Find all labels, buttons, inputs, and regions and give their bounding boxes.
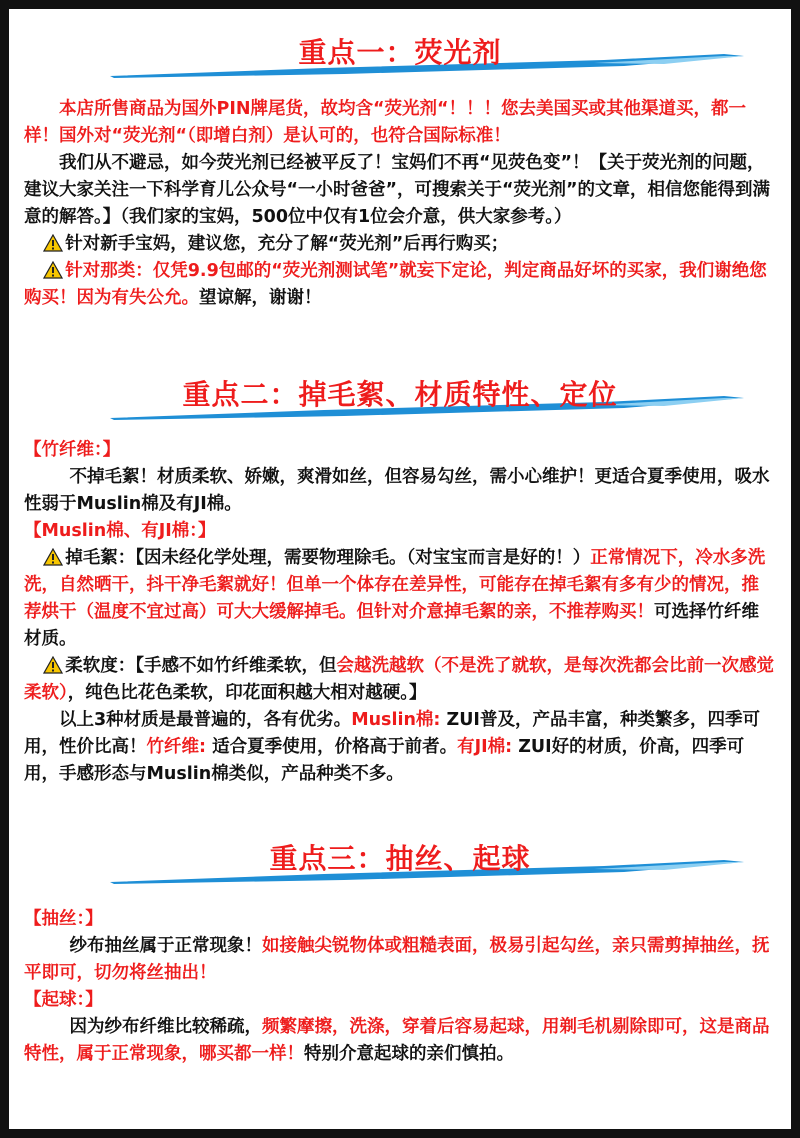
warning-softness (24, 653, 776, 707)
section-3-title: 重点三：抽丝、起球 (269, 842, 531, 875)
summary-bamboo-text: 适合夏季使用，价格高于前者。 (206, 737, 458, 757)
softness-text-1: 柔软度：【手感不如竹纤维柔软，但 (65, 656, 337, 676)
label-bamboo: 【竹纤维：】 (24, 440, 121, 460)
shedding-text-1: 掉毛絮：【因未经化学处理，需要物理除毛。（对宝宝而言是好的！） (65, 548, 591, 568)
snagging-text-red: 如接触尖锐物体或粗糙表面，极易引起勾丝，亲只需剪掉抽丝，抚平即可，切勿将丝抽出！ (24, 936, 770, 983)
paragraph-pilling (24, 1014, 776, 1068)
paragraph-material-summary (24, 707, 776, 788)
section-2-title: 重点二：掉毛絮、材质特性、定位 (182, 378, 618, 411)
warning-triangle-icon (43, 548, 63, 566)
section-2-body (24, 437, 776, 788)
paragraph-pin-notice: 本店所售商品为国外PIN牌尾货，故均含“荧光剂“！！！您去美国买或其他渠道买，都一样！国外对“荧光剂“（即增白剂）是认可的，也符合国际标准！ (24, 99, 746, 146)
section-1-body (24, 96, 776, 312)
summary-bamboo-label: 竹纤维: (146, 737, 206, 757)
summary-organic-label: 有JI棉: (457, 737, 513, 757)
section-3-header (24, 836, 776, 884)
section-1-header (24, 30, 776, 78)
warning-text-2: 望谅解，谢谢！ (199, 288, 322, 308)
warning-line-1 (24, 231, 776, 258)
warning-triangle-icon (43, 656, 63, 674)
label-snagging: 【抽丝：】 (24, 909, 103, 929)
paragraph-fluorescent-explain: 我们从不避忌，如今荧光剂已经被平反了！宝妈们不再“见荧色变”！【关于荧光剂的问题，建议大家关注一下科学育儿公众号“一小时爸爸”，可搜索关于“荧光剂”的文章，相信您能得到满意的解答。】（我们家的宝妈，500位中仅有1位会介意，供大家参考。） (24, 153, 771, 227)
shedding-text-red: 正常情况下，冷水多洗洗，自然晒干，抖干净毛絮就好！但单一个体存在差异性，可能存在掉毛絮有多有少的情况，推荐烘干（温度不宜过高）可大大缓解掉毛。但针对介意掉毛絮的亲，不推荐购买！ (24, 548, 766, 622)
softness-text-red: 会越洗越软（不是洗了就软，是每次洗都会比前一次感觉柔软） (24, 656, 774, 703)
pilling-text-2: 特别介意起球的亲们慎拍。 (304, 1044, 514, 1064)
warning-triangle-icon (43, 261, 63, 279)
section-3-body (24, 906, 776, 1068)
summary-organic-text: ZUI好的材质，价高，四季可用，手感形态与Muslin棉类似，产品种类不多。 (24, 737, 745, 784)
warning-shedding (24, 545, 776, 653)
paragraph-snagging (24, 933, 776, 987)
warning-triangle-icon (43, 234, 63, 252)
shedding-text-2: 可选择竹纤维材质。 (24, 602, 759, 649)
summary-muslin-label: Muslin棉: (351, 710, 441, 730)
softness-text-2: ，纯色比花色柔软，印花面积越大相对越硬。】 (67, 683, 427, 703)
warning-text-2-red: 针对那类：仅凭9.9包邮的“荧光剂测试笔”就妄下定论，判定商品好坏的买家，我们谢绝您购买！因为有失公允。 (24, 261, 767, 308)
pilling-text-red: 频繁摩擦，洗涤，穿着后容易起球，用剃毛机剔除即可，这是商品特性，属于正常现象，哪买都一样！ (24, 1017, 770, 1064)
label-pilling: 【起球：】 (24, 990, 103, 1010)
paragraph-bamboo: 不掉毛絮！材质柔软、娇嫩，爽滑如丝，但容易勾丝，需小心维护！更适合夏季使用，吸水性弱于Muslin棉及有JI棉。 (24, 467, 770, 514)
summary-intro: 以上3种材质是最普遍的，各有优劣。 (59, 710, 352, 730)
pilling-text-1: 因为纱布纤维比较稀疏， (69, 1017, 262, 1037)
summary-muslin-text: ZUI普及，产品丰富，种类繁多，四季可用，性价比高！ (24, 710, 760, 757)
label-muslin: 【Muslin棉、有JI棉：】 (24, 521, 216, 541)
warning-text-1: 针对新手宝妈，建议您，充分了解“荧光剂”后再行购买； (65, 234, 509, 254)
warning-line-2 (24, 258, 776, 312)
snagging-text: 纱布抽丝属于正常现象！ (69, 936, 262, 956)
section-2-header (24, 372, 776, 420)
section-1-title: 重点一：荧光剂 (298, 36, 502, 69)
